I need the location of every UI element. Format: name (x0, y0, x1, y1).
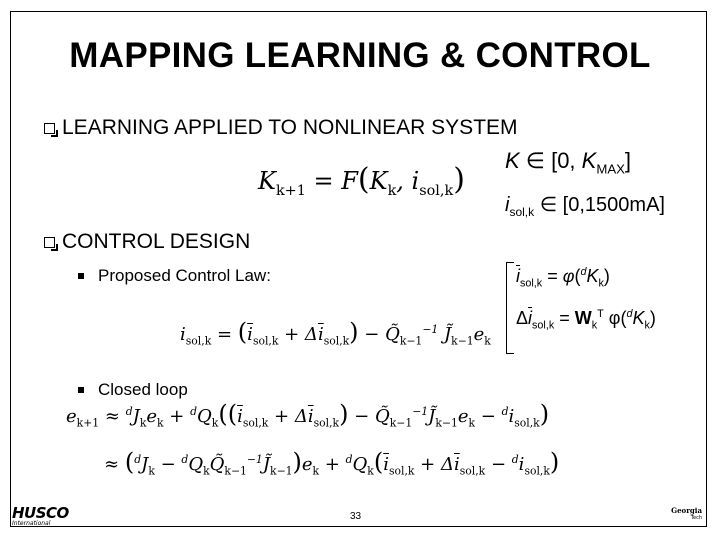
square-bullet-icon (78, 387, 84, 393)
definition-line-2: $\Delta\overline{i}_{sol,k} = W_k^T$ $\varphi(^dK_k)$ (516, 308, 656, 332)
control-law-equation: $i_{sol,k} = (\overline{i}_{sol,k} + \Delta\overline{i}_{sol,k})$ − $Q̃_{k-1}^{-1}$ $J̃_{k-1}e_k$ (180, 318, 491, 348)
gain-range: K ∈ [0, $K_{MAX}$] (505, 148, 632, 177)
closed-loop-equation-1: $e_{k+1} \approx ^dJ_ke_k + ^dQ_k((\overline{i}_{sol,k} + \Delta\overline{i}_{sol,k})$ − $Q̃_{k-1}^{-1}J̃_{k-1}e_k - ^di_{sol,k}$) (66, 400, 550, 430)
georgia-tech-logo-text: Georgia (671, 506, 702, 515)
sub-control-law (78, 266, 271, 286)
definition-line-1: $\overline{i}_{sol,k} = \varphi(^dK_k)$ (516, 266, 610, 290)
husco-logo-text: HUSCO (12, 504, 69, 522)
square-bullet-icon (78, 273, 84, 279)
husco-logo (12, 506, 76, 526)
georgia-tech-logo-subtext: Tech (690, 515, 702, 521)
bullet-control (44, 230, 250, 254)
learning-equation: $K_{k+1} = F(K_k$, $i_{sol,k}$) (258, 162, 465, 199)
page-number: 33 (350, 511, 362, 522)
slide-title: MAPPING LEARNING & CONTROL (69, 36, 651, 75)
sub-closed-loop (78, 380, 188, 400)
checkbox-bullet-icon (44, 237, 55, 248)
sub-control-law-text: Proposed Control Law: (98, 266, 271, 285)
checkbox-bullet-icon (44, 123, 55, 134)
bullet-control-text: CONTROL DESIGN (62, 230, 251, 253)
bullet-learning-text: LEARNING APPLIED TO NONLINEAR SYSTEM (62, 116, 518, 139)
sub-closed-loop-text: Closed loop (98, 380, 188, 399)
georgia-tech-logo (662, 507, 702, 521)
bullet-learning (44, 116, 518, 140)
current-range: $i_{sol,k}$ ∈ [0,1500mA] (505, 194, 665, 219)
husco-logo-subtext: International (12, 520, 51, 527)
closed-loop-equation-2: ≈ ($^dJ_k$ − $^dQ_kQ̃_{k-1}^{-1}J̃_{k-1})e_k + ^dQ_k(\overline{i}_{sol,k} + \Delta\overline{i}_{sol,k} - ^di_{sol,k})$ (104, 448, 560, 478)
